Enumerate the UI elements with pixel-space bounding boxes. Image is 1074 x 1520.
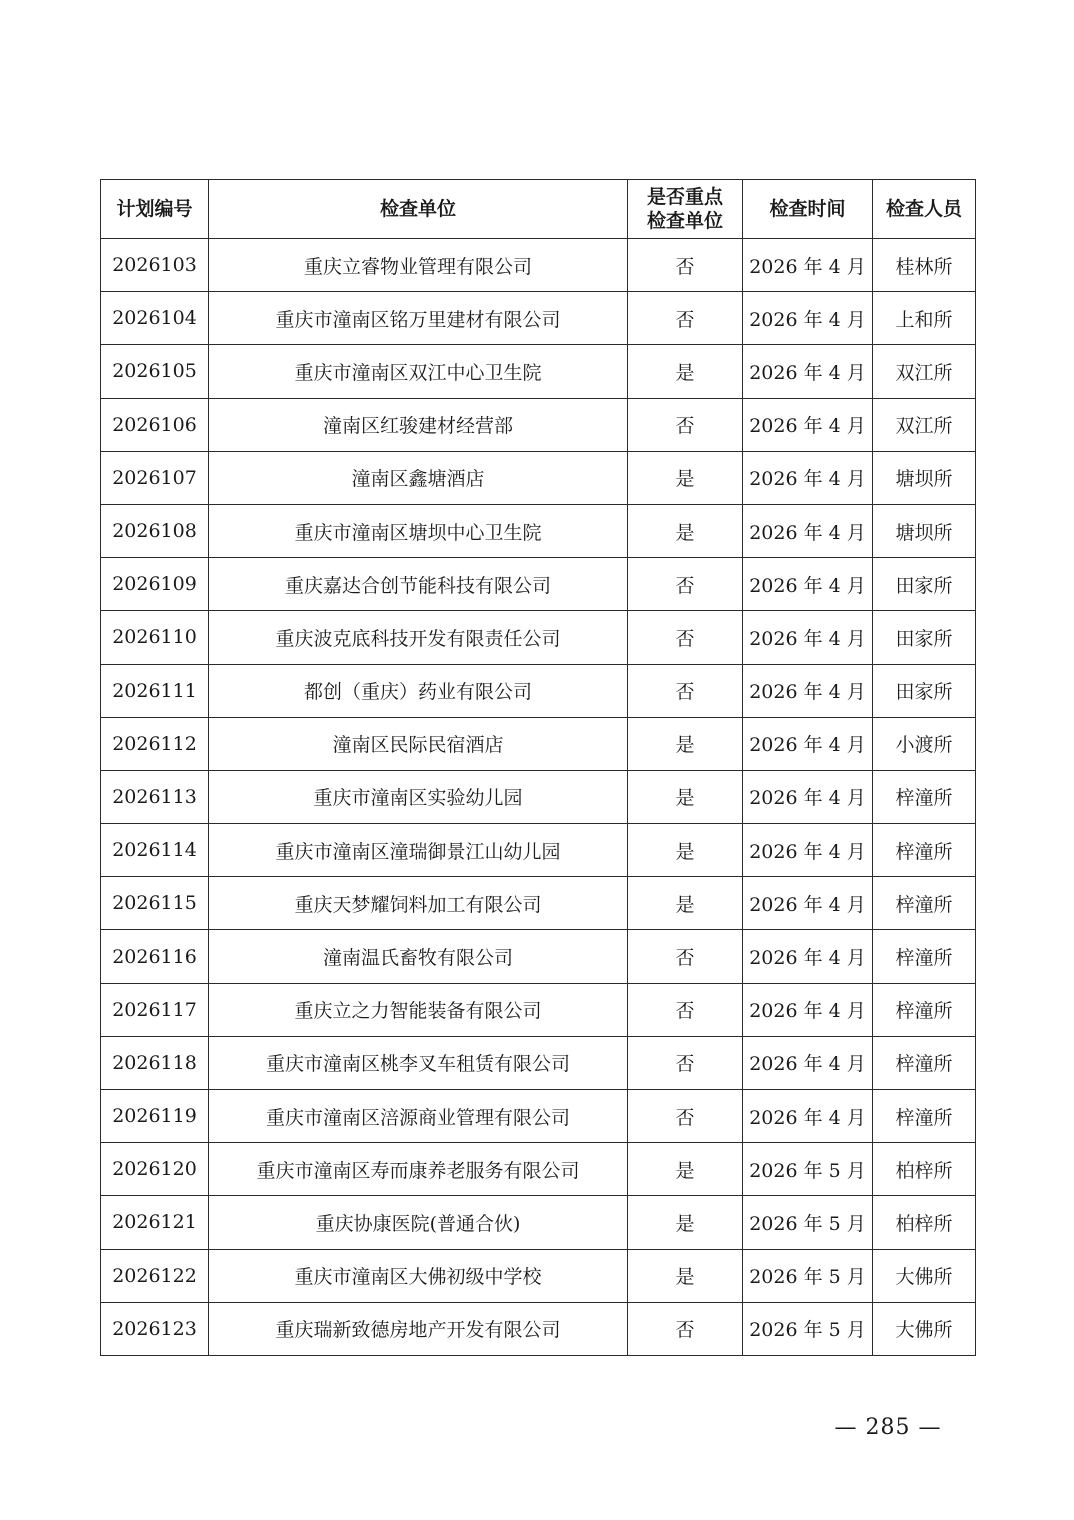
cell-unit: 重庆市潼南区大佛初级中学校 [209, 1249, 628, 1302]
page-number: — 285 — [834, 1415, 942, 1440]
cell-time: 2026 年 4 月 [743, 1090, 873, 1143]
cell-unit: 重庆立之力智能装备有限公司 [209, 983, 628, 1036]
cell-time: 2026 年 4 月 [743, 504, 873, 557]
cell-plan-no: 2026112 [101, 717, 209, 770]
table-row [101, 1090, 976, 1143]
cell-key: 是 [628, 770, 743, 823]
cell-time: 2026 年 4 月 [743, 451, 873, 504]
cell-plan-no: 2026117 [101, 983, 209, 1036]
cell-unit: 潼南区鑫塘酒店 [209, 451, 628, 504]
cell-unit: 重庆市潼南区潼瑞御景江山幼儿园 [209, 824, 628, 877]
cell-plan-no: 2026107 [101, 451, 209, 504]
cell-time: 2026 年 4 月 [743, 664, 873, 717]
cell-inspector: 大佛所 [873, 1302, 976, 1355]
cell-unit: 重庆市潼南区塘坝中心卫生院 [209, 504, 628, 557]
cell-unit: 重庆市潼南区桃李叉车租赁有限公司 [209, 1036, 628, 1089]
cell-plan-no: 2026114 [101, 824, 209, 877]
cell-inspector: 田家所 [873, 664, 976, 717]
cell-inspector: 梓潼所 [873, 983, 976, 1036]
cell-inspector: 柏梓所 [873, 1143, 976, 1196]
table-row [101, 239, 976, 292]
cell-unit: 潼南区红骏建材经营部 [209, 398, 628, 451]
table-row [101, 292, 976, 345]
cell-time: 2026 年 5 月 [743, 1302, 873, 1355]
cell-plan-no: 2026113 [101, 770, 209, 823]
table-row [101, 451, 976, 504]
cell-key: 否 [628, 558, 743, 611]
cell-unit: 潼南区民际民宿酒店 [209, 717, 628, 770]
cell-key: 是 [628, 1196, 743, 1249]
cell-key: 否 [628, 292, 743, 345]
cell-time: 2026 年 4 月 [743, 239, 873, 292]
cell-plan-no: 2026104 [101, 292, 209, 345]
cell-unit: 重庆市潼南区双江中心卫生院 [209, 345, 628, 398]
table-body [101, 239, 976, 1356]
cell-plan-no: 2026106 [101, 398, 209, 451]
cell-key: 否 [628, 611, 743, 664]
cell-plan-no: 2026111 [101, 664, 209, 717]
cell-unit: 重庆波克底科技开发有限责任公司 [209, 611, 628, 664]
cell-unit: 重庆天梦耀饲料加工有限公司 [209, 877, 628, 930]
cell-inspector: 小渡所 [873, 717, 976, 770]
cell-inspector: 大佛所 [873, 1249, 976, 1302]
cell-unit: 潼南温氏畜牧有限公司 [209, 930, 628, 983]
cell-time: 2026 年 4 月 [743, 611, 873, 664]
cell-key: 否 [628, 1302, 743, 1355]
cell-key: 否 [628, 930, 743, 983]
cell-inspector: 梓潼所 [873, 930, 976, 983]
header-plan-no: 计划编号 [101, 180, 209, 239]
cell-inspector: 梓潼所 [873, 824, 976, 877]
cell-inspector: 田家所 [873, 611, 976, 664]
cell-key: 是 [628, 345, 743, 398]
cell-time: 2026 年 4 月 [743, 292, 873, 345]
header-time: 检查时间 [743, 180, 873, 239]
cell-plan-no: 2026115 [101, 877, 209, 930]
cell-inspector: 田家所 [873, 558, 976, 611]
cell-unit: 重庆市潼南区铭万里建材有限公司 [209, 292, 628, 345]
cell-inspector: 梓潼所 [873, 877, 976, 930]
cell-inspector: 梓潼所 [873, 1036, 976, 1089]
cell-key: 是 [628, 877, 743, 930]
table-row [101, 717, 976, 770]
table-row [101, 930, 976, 983]
cell-plan-no: 2026123 [101, 1302, 209, 1355]
cell-time: 2026 年 5 月 [743, 1249, 873, 1302]
table-row [101, 1196, 976, 1249]
cell-plan-no: 2026105 [101, 345, 209, 398]
cell-unit: 重庆市潼南区实验幼儿园 [209, 770, 628, 823]
cell-key: 否 [628, 1090, 743, 1143]
cell-plan-no: 2026116 [101, 930, 209, 983]
cell-plan-no: 2026110 [101, 611, 209, 664]
cell-time: 2026 年 5 月 [743, 1196, 873, 1249]
cell-time: 2026 年 4 月 [743, 1036, 873, 1089]
cell-time: 2026 年 4 月 [743, 824, 873, 877]
cell-plan-no: 2026118 [101, 1036, 209, 1089]
cell-key: 否 [628, 398, 743, 451]
cell-time: 2026 年 4 月 [743, 877, 873, 930]
table-header-row [101, 180, 976, 239]
cell-unit: 重庆市潼南区寿而康养老服务有限公司 [209, 1143, 628, 1196]
cell-inspector: 梓潼所 [873, 770, 976, 823]
cell-unit: 重庆立睿物业管理有限公司 [209, 239, 628, 292]
header-key-line1: 是否重点 [646, 186, 723, 208]
cell-key: 是 [628, 824, 743, 877]
table-row [101, 1302, 976, 1355]
cell-key: 是 [628, 1249, 743, 1302]
cell-plan-no: 2026119 [101, 1090, 209, 1143]
cell-plan-no: 2026120 [101, 1143, 209, 1196]
cell-unit: 重庆瑞新致德房地产开发有限公司 [209, 1302, 628, 1355]
cell-inspector: 梓潼所 [873, 1090, 976, 1143]
cell-time: 2026 年 4 月 [743, 770, 873, 823]
cell-time: 2026 年 4 月 [743, 930, 873, 983]
cell-key: 否 [628, 1036, 743, 1089]
cell-inspector: 双江所 [873, 398, 976, 451]
cell-plan-no: 2026109 [101, 558, 209, 611]
table-row [101, 877, 976, 930]
cell-inspector: 柏梓所 [873, 1196, 976, 1249]
table-row [101, 664, 976, 717]
table-row [101, 983, 976, 1036]
table-row [101, 398, 976, 451]
table-row [101, 345, 976, 398]
cell-key: 否 [628, 664, 743, 717]
cell-plan-no: 2026108 [101, 504, 209, 557]
cell-plan-no: 2026122 [101, 1249, 209, 1302]
cell-unit: 重庆嘉达合创节能科技有限公司 [209, 558, 628, 611]
header-key-line2: 检查单位 [646, 210, 723, 232]
cell-inspector: 双江所 [873, 345, 976, 398]
header-unit: 检查单位 [209, 180, 628, 239]
cell-inspector: 塘坝所 [873, 451, 976, 504]
cell-time: 2026 年 4 月 [743, 558, 873, 611]
table-row [101, 1143, 976, 1196]
cell-unit: 重庆市潼南区涪源商业管理有限公司 [209, 1090, 628, 1143]
table-row [101, 558, 976, 611]
cell-plan-no: 2026121 [101, 1196, 209, 1249]
cell-key: 否 [628, 239, 743, 292]
cell-time: 2026 年 5 月 [743, 1143, 873, 1196]
cell-key: 是 [628, 451, 743, 504]
table-row [101, 504, 976, 557]
header-key-unit [628, 180, 743, 239]
cell-unit: 重庆协康医院(普通合伙) [209, 1196, 628, 1249]
cell-time: 2026 年 4 月 [743, 398, 873, 451]
cell-inspector: 塘坝所 [873, 504, 976, 557]
cell-key: 否 [628, 983, 743, 1036]
cell-inspector: 上和所 [873, 292, 976, 345]
cell-time: 2026 年 4 月 [743, 345, 873, 398]
header-inspector: 检查人员 [873, 180, 976, 239]
cell-unit: 都创（重庆）药业有限公司 [209, 664, 628, 717]
cell-key: 是 [628, 504, 743, 557]
cell-inspector: 桂林所 [873, 239, 976, 292]
inspection-plan-table [100, 179, 976, 1356]
table-row [101, 611, 976, 664]
cell-key: 是 [628, 717, 743, 770]
cell-key: 是 [628, 1143, 743, 1196]
table-row [101, 770, 976, 823]
cell-time: 2026 年 4 月 [743, 717, 873, 770]
table-row [101, 1036, 976, 1089]
cell-plan-no: 2026103 [101, 239, 209, 292]
cell-time: 2026 年 4 月 [743, 983, 873, 1036]
table-row [101, 1249, 976, 1302]
table-row [101, 824, 976, 877]
